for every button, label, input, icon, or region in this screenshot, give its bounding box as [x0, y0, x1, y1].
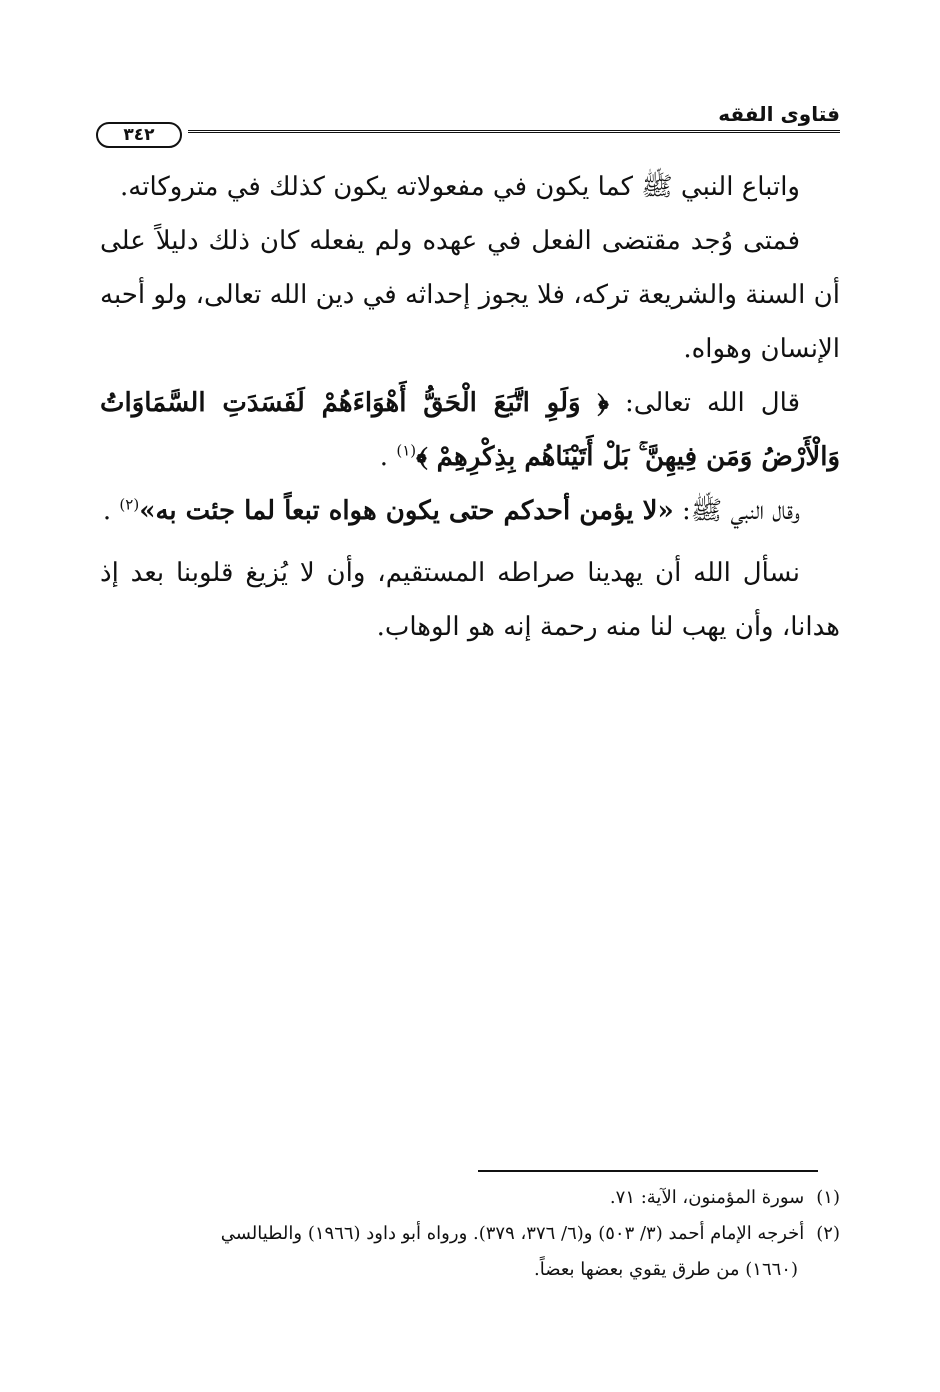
header-rule [188, 130, 840, 135]
footnotes [100, 1180, 840, 1288]
footnote-2-continuation: (١٦٦٠) من طرق يقوي بعضها بعضاً. [534, 1259, 798, 1280]
footnote-1 [100, 1180, 840, 1216]
footnote-text: سورة المؤمنون، الآية: ٧١. [609, 1187, 805, 1208]
page-header [96, 100, 840, 148]
quran-intro: قال الله تعالى: [608, 388, 801, 418]
main-text [100, 160, 840, 654]
paragraph-quran [100, 376, 840, 484]
footnote-2 [100, 1216, 840, 1252]
quran-end: . [379, 442, 397, 472]
hadith-intro: وقال النبي ﷺ: [673, 496, 800, 526]
hadith-end: . [102, 496, 120, 526]
hadith-text: «لا يؤمن أحدكم حتى يكون هواه تبعاً لما جئت به» [139, 496, 674, 526]
paragraph-closing-prayer: نسأل الله أن يهدينا صراطه المستقيم، وأن لا يُزيغ قلوبنا بعد إذ هدانا، وأن يهب لنا منه رحمة إنه هو الوهاب. [100, 558, 840, 642]
footnote-separator [478, 1170, 818, 1172]
quran-verse: ﴿ وَلَوِ اتَّبَعَ الْحَقُّ أَهْوَاءَهُمْ لَفَسَدَتِ السَّمَاوَاتُ وَالْأَرْضُ وَمَن فِيهِنَّ ۚ بَلْ أَتَيْنَاهُم بِذِكْرِهِمْ ﴾ [100, 388, 840, 472]
footnote-number: (٢) [816, 1223, 840, 1244]
paragraph-2: فمتى وُجد مقتضى الفعل في عهده ولم يفعله كان ذلك دليلاً على أن السنة والشريعة تركه، فلا يجوز إحداثه في دين الله تعالى، ولو أحبه الإنسان وهواه. [100, 226, 840, 364]
footnote-number: (١) [816, 1187, 840, 1208]
running-title: فتاوى الفقه [718, 102, 840, 126]
footnote-ref-2: (٢) [119, 495, 140, 514]
paragraph-1: واتباع النبي ﷺ كما يكون في مفعولاته يكون كذلك في متروكاته. [120, 172, 800, 202]
page-number: ٣٤٢ [96, 122, 182, 148]
paragraph-hadith [100, 484, 840, 538]
footnote-text: أخرجه الإمام أحمد (٣/ ٥٠٣) و(٦/ ٣٧٦، ٣٧٩). ورواه أبو داود (١٩٦٦) والطيالسي [220, 1223, 805, 1244]
footnote-ref-1: (١) [396, 441, 417, 460]
